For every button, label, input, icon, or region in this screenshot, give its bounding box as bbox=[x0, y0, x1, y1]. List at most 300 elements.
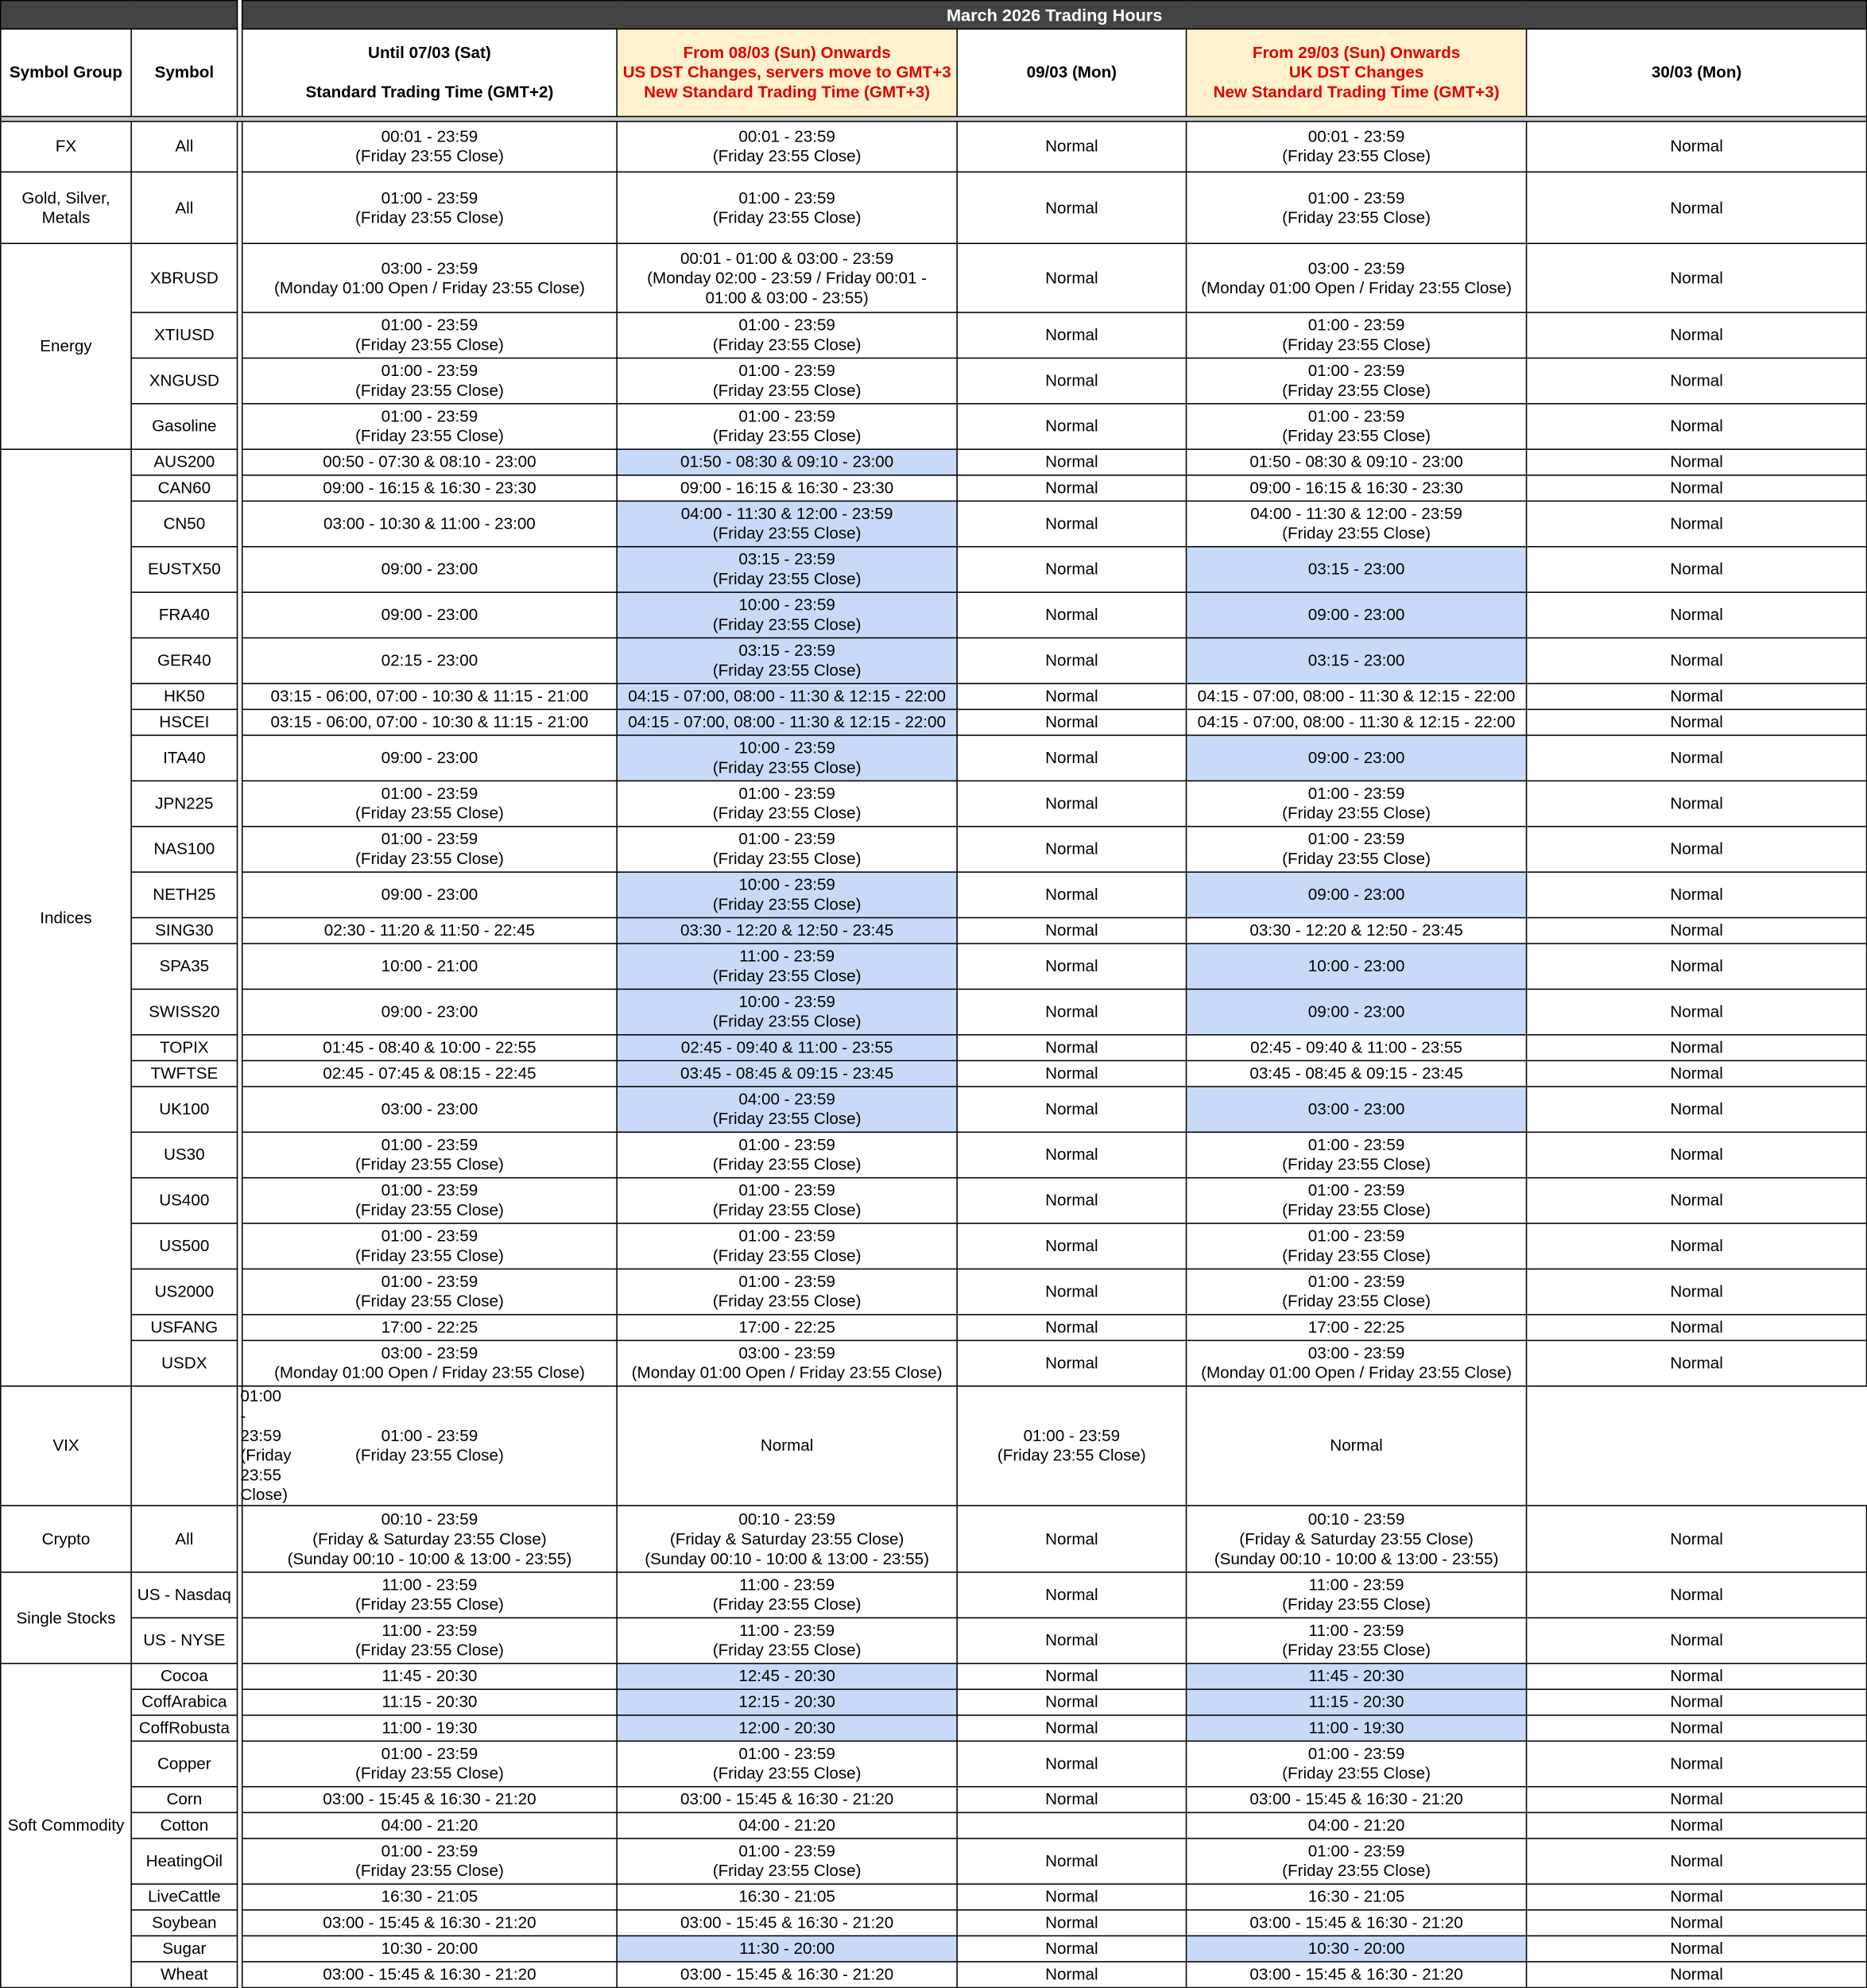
mon-3003-cell: Normal bbox=[1527, 1664, 1867, 1690]
mon-0903-cell: Normal bbox=[957, 1506, 1186, 1572]
cell-line: 03:15 - 06:00, 07:00 - 10:30 & 11:15 - 21:00 bbox=[270, 686, 589, 706]
until-0703-cell bbox=[242, 475, 617, 502]
table-row bbox=[1, 1664, 1867, 1690]
cell-line: 01:00 & 03:00 - 23:55) bbox=[705, 288, 869, 307]
symbol-cell: Copper bbox=[131, 1741, 237, 1786]
cell-line: (Monday 02:00 - 23:59 / Friday 00:01 - bbox=[647, 268, 928, 287]
cell-line: 04:00 - 11:30 & 12:00 - 23:59 bbox=[680, 504, 893, 523]
table-row bbox=[1, 312, 1867, 358]
table-row bbox=[1, 872, 1867, 917]
mon-3003-cell: Normal bbox=[1527, 735, 1867, 781]
mon-3003-cell: Normal bbox=[1527, 449, 1867, 475]
cell-line: (Friday 23:55 Close) bbox=[1282, 1246, 1431, 1265]
mon-3003-cell: Normal bbox=[1527, 709, 1867, 735]
header-line: From 29/03 (Sun) Onwards bbox=[1252, 43, 1461, 62]
symbol-group-cell: Indices bbox=[1, 449, 131, 1386]
symbol-cell: All bbox=[131, 1506, 237, 1572]
mon-0903-cell: Normal bbox=[957, 243, 1186, 312]
from-2903-cell bbox=[1187, 1812, 1527, 1839]
cell-line: 03:00 - 10:30 & 11:00 - 23:00 bbox=[323, 513, 536, 533]
mon-3003-cell: Normal bbox=[1527, 637, 1867, 683]
table-row bbox=[1, 358, 1867, 403]
cell-line: (Friday 23:55 Close) bbox=[355, 426, 504, 445]
header-symbol-group: Symbol Group bbox=[1, 29, 131, 116]
from-2903-cell bbox=[1187, 1787, 1527, 1813]
symbol-cell: AUS200 bbox=[131, 449, 237, 475]
cell-line: 03:00 - 15:45 & 16:30 - 21:20 bbox=[1249, 1912, 1463, 1932]
cell-line: 03:15 - 23:00 bbox=[1307, 560, 1405, 579]
mon-3003-cell: Normal bbox=[1527, 172, 1867, 243]
table-row bbox=[1, 1715, 1867, 1742]
mon-0903-cell: Normal bbox=[957, 1741, 1186, 1786]
cell-line: (Friday 23:55 Close) bbox=[1282, 207, 1431, 227]
from-0803-cell bbox=[617, 1060, 957, 1087]
symbol-cell: VIX bbox=[1, 1386, 131, 1506]
mon-0903-cell: Normal bbox=[957, 827, 1186, 872]
cell-line: (Friday 23:55 Close) bbox=[712, 426, 862, 445]
table-row bbox=[1, 501, 1867, 546]
until-0703-cell bbox=[242, 1787, 617, 1813]
cell-line: 01:50 - 08:30 & 09:10 - 23:00 bbox=[1249, 452, 1463, 471]
mon-3003-cell: Normal bbox=[1527, 1741, 1867, 1786]
cell-line: 01:00 - 23:59 bbox=[738, 315, 835, 335]
mon-0903-cell: Normal bbox=[957, 1664, 1186, 1690]
mon-0903-cell: Normal bbox=[957, 1884, 1186, 1910]
until-0703-cell bbox=[242, 1618, 617, 1663]
cell-line: 04:15 - 07:00, 08:00 - 11:30 & 12:15 - 22:00 bbox=[1197, 712, 1516, 731]
symbol-cell: HSCEI bbox=[131, 709, 237, 735]
cell-line: 01:00 - 23:59 bbox=[738, 406, 835, 425]
table-row bbox=[1, 1315, 1867, 1341]
table-row bbox=[1, 637, 1867, 683]
cell-line: (Friday 23:55 Close) bbox=[712, 614, 862, 634]
mon-0903-cell: Normal bbox=[617, 1386, 957, 1506]
until-0703-cell bbox=[242, 1910, 617, 1936]
cell-line: (Friday 23:55 Close) bbox=[712, 849, 862, 868]
cell-line: (Friday 23:55 Close) bbox=[712, 1200, 862, 1219]
cell-line: (Friday 23:55 Close) bbox=[355, 1764, 504, 1783]
table-row bbox=[1, 735, 1867, 781]
from-2903-cell bbox=[1187, 1269, 1527, 1314]
mon-0903-cell: Normal bbox=[957, 1689, 1186, 1715]
cell-line: (Friday 23:55 Close) bbox=[712, 1155, 862, 1174]
from-2903-cell bbox=[1187, 547, 1527, 592]
symbol-cell: HK50 bbox=[131, 684, 237, 710]
table-row bbox=[1, 475, 1867, 502]
from-0803-cell bbox=[617, 122, 957, 172]
header-line: UK DST Changes bbox=[1288, 63, 1424, 82]
table-row bbox=[1, 122, 1867, 172]
symbol-cell: CN50 bbox=[131, 501, 237, 546]
mon-0903-cell: Normal bbox=[957, 475, 1186, 502]
from-0803-cell bbox=[617, 989, 957, 1034]
cell-line: 01:00 - 23:59 bbox=[381, 1426, 478, 1445]
symbol-cell: US2000 bbox=[131, 1269, 237, 1314]
cell-line: 10:00 - 23:59 bbox=[738, 738, 835, 758]
cell-line: 01:00 - 23:59 bbox=[381, 1841, 478, 1861]
cell-line: (Friday 23:55 Close) bbox=[1282, 1155, 1431, 1174]
cell-line: (Friday 23:55 Close) bbox=[1282, 381, 1431, 400]
header-until-0703 bbox=[242, 29, 617, 116]
symbol-cell: GER40 bbox=[131, 637, 237, 683]
table-row bbox=[1, 1340, 1867, 1385]
until-0703-cell bbox=[242, 122, 617, 172]
cell-line: 01:00 - 23:59 bbox=[1307, 188, 1405, 207]
cell-line: 03:00 - 15:45 & 16:30 - 21:20 bbox=[323, 1789, 536, 1808]
from-0803-cell bbox=[617, 1689, 957, 1715]
table-row bbox=[1, 1787, 1867, 1813]
cell-line: 03:15 - 23:59 bbox=[738, 549, 835, 568]
cell-line: 11:00 - 19:30 bbox=[382, 1718, 478, 1737]
title-row bbox=[1, 1, 1867, 29]
cell-line: 01:00 - 23:59 bbox=[738, 784, 835, 803]
cell-line: 09:00 - 23:00 bbox=[1307, 605, 1405, 624]
table-row bbox=[1, 1741, 1867, 1786]
table-row bbox=[1, 1839, 1867, 1884]
symbol-group-cell: Gold, Silver, Metals bbox=[1, 172, 131, 243]
table-row bbox=[1, 1223, 1867, 1269]
mon-3003-cell: Normal bbox=[1527, 1340, 1867, 1385]
from-2903-cell bbox=[1187, 358, 1527, 403]
cell-line: (Friday 23:55 Close) bbox=[355, 1246, 504, 1265]
cell-line: (Friday 23:55 Close) bbox=[1282, 1200, 1431, 1219]
cell-line: 10:00 - 21:00 bbox=[381, 956, 478, 975]
cell-line: 00:01 - 23:59 bbox=[738, 126, 835, 145]
cell-line: 10:30 - 20:00 bbox=[1307, 1939, 1405, 1958]
header-line: Standard Trading Time (GMT+2) bbox=[305, 82, 554, 102]
mon-3003-cell: Normal bbox=[1527, 1962, 1867, 1988]
from-0803-cell bbox=[242, 1386, 617, 1506]
cell-line: 01:00 - 23:59 bbox=[381, 1135, 478, 1154]
cell-line: 16:30 - 21:05 bbox=[381, 1887, 478, 1906]
until-0703-cell bbox=[242, 1506, 617, 1572]
cell-line: (Friday 23:55 Close) bbox=[1282, 1292, 1431, 1311]
cell-line: 03:00 - 15:45 & 16:30 - 21:20 bbox=[323, 1912, 536, 1932]
cell-line: 01:00 - 23:59 bbox=[738, 1744, 835, 1763]
cell-line: (Friday 23:55 Close) bbox=[1282, 426, 1431, 445]
mon-0903-cell: Normal bbox=[957, 122, 1186, 172]
mon-3003-cell: Normal bbox=[1527, 1787, 1867, 1813]
mon-0903-cell: Normal bbox=[957, 735, 1186, 781]
mon-0903-cell: Normal bbox=[957, 172, 1186, 243]
from-0803-cell bbox=[617, 709, 957, 735]
cell-line: 11:00 - 23:59 bbox=[382, 1621, 478, 1640]
until-0703-cell bbox=[242, 547, 617, 592]
until-0703-cell bbox=[242, 312, 617, 358]
cell-line: 01:00 - 23:59 bbox=[381, 188, 478, 207]
mon-0903-cell: Normal bbox=[957, 1178, 1186, 1223]
until-0703-cell bbox=[242, 1223, 617, 1269]
from-0803-cell bbox=[617, 1178, 957, 1223]
from-2903-cell bbox=[1187, 827, 1527, 872]
cell-line: 01:00 - 23:59 bbox=[738, 1841, 835, 1861]
cell-line: (Friday 23:55 Close) bbox=[355, 207, 504, 227]
table-row bbox=[1, 1618, 1867, 1663]
from-2903-cell bbox=[1187, 1741, 1527, 1786]
mon-3003-cell: Normal bbox=[1527, 1812, 1867, 1839]
from-0803-cell bbox=[617, 872, 957, 917]
cell-line: (Friday 23:55 Close) bbox=[355, 1200, 504, 1219]
from-2903-cell bbox=[1187, 449, 1527, 475]
cell-line: (Monday 01:00 Open / Friday 23:55 Close) bbox=[1201, 1363, 1512, 1382]
mon-3003-cell: Normal bbox=[1527, 243, 1867, 312]
cell-line: 04:00 - 21:20 bbox=[381, 1816, 478, 1835]
cell-line: (Sunday 00:10 - 10:00 & 13:00 - 23:55) bbox=[645, 1548, 929, 1568]
from-2903-cell bbox=[1187, 122, 1527, 172]
cell-line: 11:00 - 23:59 bbox=[739, 946, 835, 966]
table-row bbox=[1, 1178, 1867, 1223]
until-0703-cell bbox=[242, 1936, 617, 1962]
cell-line: 17:00 - 22:25 bbox=[1307, 1317, 1405, 1336]
cell-line: 00:01 - 01:00 & 03:00 - 23:59 bbox=[680, 248, 894, 267]
from-2903-cell bbox=[1187, 872, 1527, 917]
cell-line: 01:00 - 23:59 bbox=[738, 1180, 835, 1199]
mon-0903-cell: Normal bbox=[957, 684, 1186, 710]
symbol-cell: SPA35 bbox=[131, 944, 237, 989]
symbol-cell: Sugar bbox=[131, 1936, 237, 1962]
mon-0903-cell: Normal bbox=[957, 547, 1186, 592]
from-2903-cell bbox=[1187, 475, 1527, 502]
from-0803-cell bbox=[617, 1572, 957, 1618]
mon-3003-cell: Normal bbox=[1527, 781, 1867, 826]
table-row bbox=[1, 1812, 1867, 1839]
cell-line: (Friday 23:55 Close) bbox=[355, 1292, 504, 1311]
symbol-cell: Corn bbox=[131, 1787, 237, 1813]
mon-0903-cell: Normal bbox=[957, 872, 1186, 917]
symbol-cell: TOPIX bbox=[131, 1035, 237, 1061]
symbol-cell: XNGUSD bbox=[131, 358, 237, 403]
cell-line: 03:00 - 15:45 & 16:30 - 21:20 bbox=[680, 1964, 894, 1984]
header-3003: 30/03 (Mon) bbox=[1527, 29, 1867, 116]
mon-3003-cell: Normal bbox=[1527, 547, 1867, 592]
from-2903-cell bbox=[1187, 1839, 1527, 1884]
header-0903: 09/03 (Mon) bbox=[957, 29, 1186, 116]
from-2903-cell bbox=[1187, 684, 1527, 710]
cell-line: (Monday 01:00 Open / Friday 23:55 Close) bbox=[273, 277, 585, 296]
table-row bbox=[1, 1060, 1867, 1087]
column-gap bbox=[131, 1386, 237, 1506]
mon-3003-cell: Normal bbox=[1187, 1386, 1527, 1506]
from-2903-cell bbox=[1187, 944, 1527, 989]
cell-line: 10:00 - 23:59 bbox=[738, 595, 835, 614]
cell-line: 01:00 - 23:59 bbox=[1307, 1272, 1405, 1291]
from-2903-cell bbox=[1187, 1618, 1527, 1663]
symbol-group-cell: Single Stocks bbox=[1, 1572, 131, 1664]
mon-0903-cell: Normal bbox=[957, 1936, 1186, 1962]
cell-line: 11:00 - 23:59 bbox=[739, 1621, 835, 1640]
cell-line: 01:00 - 23:59 bbox=[738, 188, 835, 207]
from-2903-cell bbox=[1187, 1223, 1527, 1269]
cell-line: (Friday & Saturday 23:55 Close) bbox=[669, 1529, 904, 1548]
from-2903-cell bbox=[1187, 1060, 1527, 1087]
title-blank-cell bbox=[1, 1, 238, 29]
cell-line: (Friday 23:55 Close) bbox=[355, 1595, 504, 1614]
mon-3003-cell: Normal bbox=[1527, 1884, 1867, 1910]
from-2903-cell bbox=[1187, 989, 1527, 1034]
until-0703-cell bbox=[242, 1689, 617, 1715]
from-0803-cell bbox=[617, 1340, 957, 1385]
mon-3003-cell: Normal bbox=[1527, 944, 1867, 989]
cell-line: 01:00 - 23:59 bbox=[738, 829, 835, 848]
cell-line: (Friday 23:55 Close) bbox=[712, 1595, 862, 1614]
cell-line: 03:45 - 08:45 & 09:15 - 23:45 bbox=[1249, 1064, 1463, 1083]
cell-line: 00:10 - 23:59 bbox=[738, 1509, 835, 1529]
cell-line: 03:00 - 23:59 bbox=[1307, 1343, 1405, 1362]
from-0803-cell bbox=[617, 172, 957, 243]
cell-line: 10:00 - 23:00 bbox=[1307, 956, 1405, 975]
cell-line: (Monday 01:00 Open / Friday 23:55 Close) bbox=[273, 1363, 585, 1382]
mon-0903-cell: Normal bbox=[957, 1787, 1186, 1813]
until-0703-cell bbox=[242, 501, 617, 546]
cell-line: (Friday 23:55 Close) bbox=[355, 1861, 504, 1880]
symbol-cell: Cocoa bbox=[131, 1664, 237, 1690]
symbol-cell: US30 bbox=[131, 1132, 237, 1177]
symbol-cell: Cotton bbox=[131, 1812, 237, 1839]
cell-line: 09:00 - 23:00 bbox=[1307, 1002, 1405, 1021]
cell-line: 09:00 - 23:00 bbox=[381, 1002, 478, 1021]
from-2903-cell bbox=[1187, 312, 1527, 358]
cell-line: 11:45 - 20:30 bbox=[1308, 1666, 1404, 1685]
cell-line: 11:00 - 23:59 bbox=[382, 1575, 478, 1595]
symbol-cell: CoffRobusta bbox=[131, 1715, 237, 1742]
from-0803-cell bbox=[617, 312, 957, 358]
cell-line: 01:00 - 23:59 bbox=[1023, 1426, 1121, 1445]
symbol-cell: EUSTX50 bbox=[131, 547, 237, 592]
table-row bbox=[1, 172, 1867, 243]
until-0703-cell bbox=[242, 1035, 617, 1061]
cell-line: 01:00 - 23:59 bbox=[738, 1226, 835, 1246]
mon-0903-cell: Normal bbox=[957, 1962, 1186, 1988]
cell-line: 01:00 - 23:59 bbox=[738, 1135, 835, 1154]
cell-line: 04:15 - 07:00, 08:00 - 11:30 & 12:15 - 22:00 bbox=[628, 686, 946, 706]
until-0703-cell bbox=[242, 989, 617, 1034]
cell-line: (Friday 23:55 Close) bbox=[712, 758, 862, 777]
from-0803-cell bbox=[617, 547, 957, 592]
mon-0903-cell: Normal bbox=[957, 1132, 1186, 1177]
cell-line: (Friday 23:55 Close) bbox=[712, 524, 862, 543]
table-row bbox=[1, 547, 1867, 592]
cell-line: 01:00 - 23:59 bbox=[381, 1744, 478, 1763]
table-row bbox=[1, 781, 1867, 826]
from-0803-cell bbox=[617, 243, 957, 312]
table-row bbox=[1, 1910, 1867, 1936]
cell-line: 01:00 - 23:59 bbox=[1307, 1180, 1405, 1199]
mon-3003-cell: Normal bbox=[1527, 358, 1867, 403]
symbol-cell: US400 bbox=[131, 1178, 237, 1223]
cell-line: 04:00 - 21:20 bbox=[1307, 1816, 1405, 1835]
cell-line: 03:15 - 23:00 bbox=[1307, 650, 1405, 670]
mon-3003-cell: Normal bbox=[1527, 1060, 1867, 1087]
from-2903-cell bbox=[1187, 243, 1527, 312]
until-0703-cell bbox=[242, 1715, 617, 1742]
from-0803-cell bbox=[617, 1787, 957, 1813]
header-symbol: Symbol bbox=[131, 29, 237, 116]
cell-line: 00:01 - 23:59 bbox=[381, 126, 478, 145]
cell-line: 01:00 - 23:59 bbox=[1307, 1226, 1405, 1246]
table-row bbox=[1, 243, 1867, 312]
from-2903-cell bbox=[1187, 1178, 1527, 1223]
table-row bbox=[1, 917, 1867, 944]
mon-0903-cell: Normal bbox=[957, 781, 1186, 826]
table-row bbox=[1, 1506, 1867, 1572]
cell-line: 10:00 - 23:59 bbox=[738, 874, 835, 894]
until-0703-cell bbox=[242, 1812, 617, 1839]
cell-line: (Friday 23:55 Close) bbox=[712, 894, 862, 914]
from-2903-cell bbox=[1187, 501, 1527, 546]
cell-line: 11:00 - 23:59 bbox=[739, 1575, 835, 1595]
from-0803-cell bbox=[617, 358, 957, 403]
cell-line: (Friday 23:55 Close) bbox=[712, 381, 862, 400]
cell-line: (Friday 23:55 Close) bbox=[712, 661, 862, 680]
mon-0903-cell: Normal bbox=[957, 1087, 1186, 1132]
cell-line: 01:00 - 23:59 bbox=[381, 1226, 478, 1246]
from-2903-cell bbox=[1187, 1340, 1527, 1385]
mon-3003-cell: Normal bbox=[1527, 1315, 1867, 1341]
table-row bbox=[1, 1962, 1867, 1988]
from-2903-cell bbox=[1187, 1315, 1527, 1341]
until-0703-cell bbox=[242, 1572, 617, 1618]
cell-line: 03:00 - 15:45 & 16:30 - 21:20 bbox=[1249, 1964, 1463, 1984]
from-2903-cell bbox=[1187, 1936, 1527, 1962]
table-row bbox=[1, 1884, 1867, 1910]
mon-3003-cell: Normal bbox=[1527, 917, 1867, 944]
from-0803-cell bbox=[617, 735, 957, 781]
cell-line: 01:00 - 23:59 bbox=[1307, 1135, 1405, 1154]
cell-line: 00:10 - 23:59 bbox=[1307, 1509, 1405, 1529]
from-0803-cell bbox=[617, 1035, 957, 1061]
table-body bbox=[1, 122, 1867, 1988]
cell-line: (Friday & Saturday 23:55 Close) bbox=[1239, 1529, 1474, 1548]
cell-line: 09:00 - 23:00 bbox=[381, 748, 478, 767]
symbol-cell: USDX bbox=[131, 1340, 237, 1385]
from-2903-cell bbox=[1187, 709, 1527, 735]
cell-line: 12:15 - 20:30 bbox=[738, 1692, 835, 1711]
cell-line: 03:00 - 23:59 bbox=[738, 1343, 835, 1362]
cell-line: (Friday & Saturday 23:55 Close) bbox=[312, 1529, 547, 1548]
until-0703-cell bbox=[242, 1087, 617, 1132]
page-title: March 2026 Trading Hours bbox=[242, 1, 1867, 29]
from-0803-cell bbox=[617, 1884, 957, 1910]
cell-line: (Friday 23:55 Close) bbox=[712, 569, 862, 588]
cell-line: 09:00 - 16:15 & 16:30 - 23:30 bbox=[1249, 478, 1463, 497]
until-0703-cell bbox=[242, 243, 617, 312]
from-0803-cell bbox=[617, 1315, 957, 1341]
from-2903-cell bbox=[1187, 1664, 1527, 1690]
cell-line: 01:00 - 23:59 bbox=[1307, 315, 1405, 335]
symbol-cell: TWFTSE bbox=[131, 1060, 237, 1087]
from-2903-cell bbox=[1187, 1572, 1527, 1618]
cell-line: 03:00 - 23:59 bbox=[381, 1343, 478, 1362]
cell-line: 01:00 - 23:59 bbox=[381, 1180, 478, 1199]
cell-line: 02:45 - 09:40 & 11:00 - 23:55 bbox=[1250, 1037, 1462, 1056]
mon-3003-cell: Normal bbox=[1527, 1506, 1867, 1572]
cell-line: (Monday 01:00 Open / Friday 23:55 Close) bbox=[1201, 277, 1512, 296]
symbol-group-cell: FX bbox=[1, 122, 131, 172]
cell-line: 02:15 - 23:00 bbox=[381, 650, 478, 670]
until-0703-cell bbox=[242, 1315, 617, 1341]
symbol-cell: NETH25 bbox=[131, 872, 237, 917]
cell-line: 01:00 - 23:59 bbox=[1307, 1841, 1405, 1861]
cell-line: 03:00 - 23:00 bbox=[1307, 1099, 1405, 1118]
cell-line: (Friday 23:55 Close) bbox=[712, 1764, 862, 1783]
cell-line: (Friday 23:55 Close) bbox=[712, 1640, 862, 1660]
cell-line: 00:01 - 23:59 bbox=[1307, 126, 1405, 145]
mon-0903-cell: Normal bbox=[957, 1315, 1186, 1341]
cell-line: 01:00 - 23:59 bbox=[381, 361, 478, 380]
cell-line: 11:00 - 19:30 bbox=[1308, 1718, 1404, 1737]
cell-line: 10:30 - 20:00 bbox=[381, 1939, 478, 1958]
table-row bbox=[1, 592, 1867, 637]
